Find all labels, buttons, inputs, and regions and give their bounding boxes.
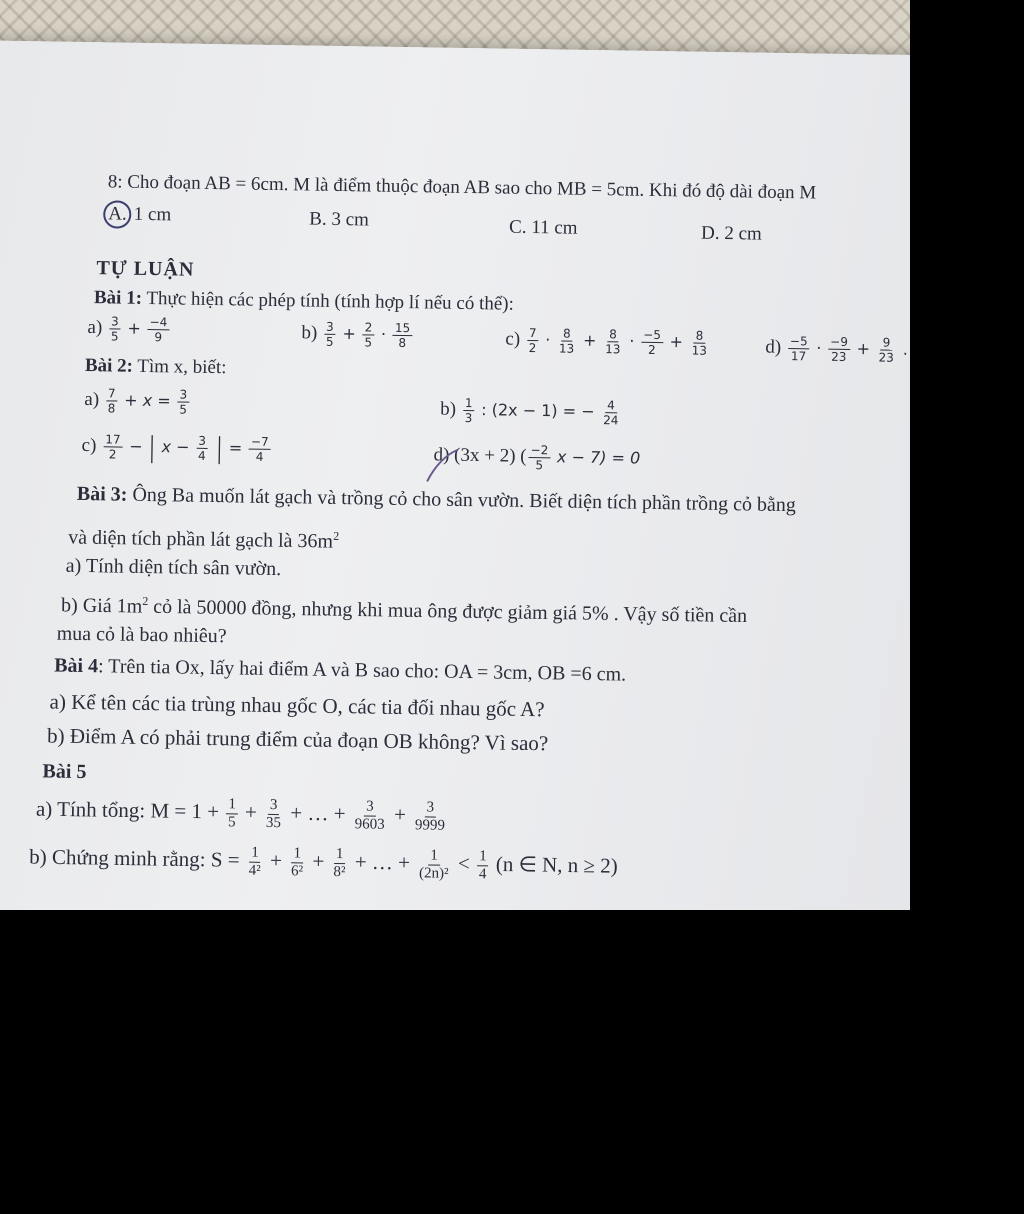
q8-option-d[interactable]: D. 2 cm bbox=[700, 222, 762, 245]
bai5-heading: Bài 5 bbox=[42, 760, 87, 784]
bai3-b-line1: b) Giá $1m^2$ cỏ là 50000 đồng, nhưng khi mua ông được giảm giá 5% . Vậy số tiền cần bbox=[60, 593, 748, 628]
bai3-a: a) Tính diện tích sân vườn. bbox=[65, 554, 282, 581]
bai1-b: b) $\frac{3}{5}$ + $\frac{2}{5}$ · $\frac{15}{8}$ bbox=[301, 319, 411, 351]
bai1-a: a) $\frac{3}{5}$ + $\frac{-4}{9}$ bbox=[87, 314, 168, 345]
q8-option-c[interactable]: C. 11 cm bbox=[508, 216, 578, 239]
bai4-heading: Bài 4: Trên tia Ox, lấy hai điểm A và B sao cho: OA = 3cm, OB =6 cm. bbox=[54, 654, 627, 686]
bai3-line1: Bài 3: Ông Ba muốn lát gạch và trồng cỏ cho sân vườn. Biết diện tích phần trồng cỏ bằng bbox=[76, 482, 797, 517]
bai2-heading: Bài 2: Tìm x, biết: bbox=[84, 355, 227, 379]
worksheet-paper bbox=[0, 40, 910, 910]
bai4-a: a) Kể tên các tia trùng nhau gốc O, các tia đối nhau gốc A? bbox=[49, 689, 545, 722]
q8-option-a[interactable]: A. 1 cm bbox=[103, 200, 171, 229]
q8-option-a-marker: A. bbox=[103, 200, 132, 228]
q8-option-b[interactable]: B. 3 cm bbox=[309, 208, 370, 231]
bai1-c: c) $\frac{7}{2}$ · $\frac{8}{13}$ + $\frac{8}{13}$ · $\frac{-5}{2}$ + $\frac{8}{13}$ bbox=[505, 325, 708, 358]
bai1-heading: Bài 1: Thực hiện các phép tính (tính hợp lí nếu có thể): bbox=[93, 287, 515, 315]
bai1-d: d) $\frac{-5}{17}$ · $\frac{-9}{23}$ + $\frac{9}{23}$ . bbox=[765, 334, 909, 365]
pencil-mark-icon bbox=[423, 445, 464, 486]
section-title: TỰ LUẬN bbox=[96, 257, 195, 281]
bai4-b: b) Điểm A có phải trung điểm của đoạn OB không? Vì sao? bbox=[46, 723, 549, 756]
bai2-b: b) $\frac{1}{3}$ : (2x − 1) = − $\frac{4}{24}$ bbox=[440, 395, 619, 428]
bai3-b-line2: mua cỏ là bao nhiêu? bbox=[56, 622, 227, 648]
bai5-a: a) Tính tổng: M = 1 + $\frac{1}{5}$ + $\frac{3}{35}$ + … + $\frac{3}{9603}$ + $\frac{3}{9999}$ bbox=[35, 796, 446, 834]
bai2-a: a) $\frac{7}{8}$ + x = $\frac{3}{5}$ bbox=[84, 386, 188, 417]
bai2-d: d) (3x + 2) ( $\frac{-2}{5}$ x − 7) = 0 bbox=[433, 443, 641, 473]
bai5-b: b) Chứng minh rằng: S = $\frac{1}{\text{4²}}$ + $\frac{1}{\text{6²}}$ + $\frac{1}{\text{8²}}$ + … + $\frac{1}{\text{(2n)²}}$ < $\frac{1}{4}$ (n ∈ N, n ≥ 2) bbox=[28, 844, 618, 883]
q8-question: 8: Cho đoạn AB = 6cm. M là điểm thuộc đoạn AB sao cho MB = 5cm. Khi đó độ dài đoạn M bbox=[107, 171, 817, 204]
bai3-line2: và diện tích phần lát gạch là $36m^2$ bbox=[68, 526, 340, 553]
bai2-c: c) $\frac{17}{2}$ − | x − $\frac{3}{4}$ | = $\frac{-7}{4}$ bbox=[81, 430, 269, 465]
